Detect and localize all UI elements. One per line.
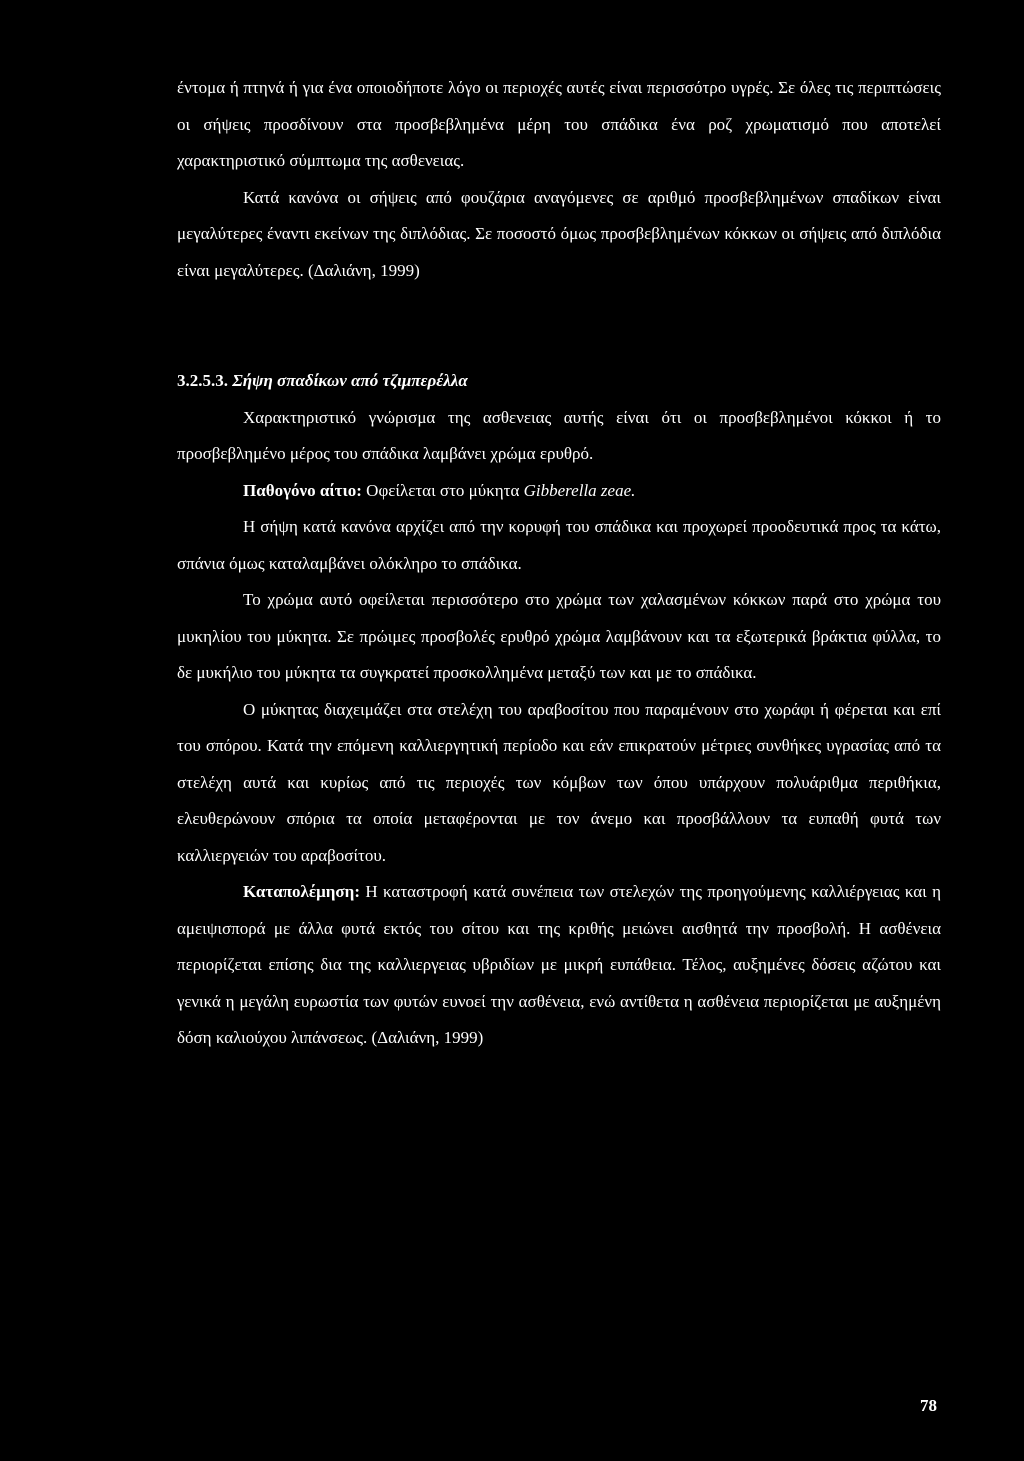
- paragraph-symptoms: Χαρακτηριστικό γνώρισμα της ασθενειας αυτής είναι ότι οι προσβεβλημένοι κόκκοι ή το προσβεβλημένο μέρος του σπάδικα λαμβάνει χρώμα ερυθρό.: [177, 407, 941, 463]
- pathogen-label: Παθογόνο αίτιο:: [243, 480, 362, 500]
- paragraph-intro: έντομα ή πτηνά ή για ένα οποιοδήποτε λόγο οι περιοχές αυτές είναι περισσότρο υγρές. Σε όλες τις περιπτώσεις οι σήψεις προσδίνουν στα προσβεβλημένα μέρη του σπάδικα ένα ροζ χρωματισμό που αποτελεί χαρακτηριστικό σύμπτωμα της ασθενειας.: [177, 78, 941, 170]
- control-label: Καταπολέμηση:: [243, 882, 360, 901]
- paragraph-control: [177, 874, 941, 1057]
- section-number: 3.2.5.3.: [177, 371, 228, 390]
- paragraph-comparison: Κατά κανόνα οι σήψεις από φουζάρια αναγόμενες σε αριθμό προσβεβλημένων σπαδίκων είναι μεγαλύτερες έναντι εκείνων της διπλόδιας. Σε ποσοστό όμως προσβεβλημένων κόκκων οι σήψεις από διπλόδια είναι μεγαλύτερες. (Δαλιάνη, 1999): [177, 187, 941, 280]
- paragraph-overwintering: Ο μύκητας διαχειμάζει στα στελέχη του αραβοσίτου που παραμένουν στο χωράφι ή φέρεται και επί του σπόρου. Κατά την επόμενη καλλιεργητική περίοδο και εάν επικρατούν μέτριες συνθήκες υγρασίας από τα στελέχη αυτά και κυρίως από τις περιοχές των κόμβων των όπου υπάρχουν πολυάριθμα περιθήκια, ελευθερώνουν σπόρια τα οποία μεταφέρονται με τον άνεμο και προσβάλλουν τα ευπαθή φυτά των καλλιεργειών του αραβοσίτου.: [177, 699, 941, 865]
- paragraph-coloration: Το χρώμα αυτό οφείλεται περισσότερο στο χρώμα των χαλασμένων κόκκων παρά στο χρώμα του μυκηλίου του μύκητα. Σε πρώιμες προσβολές ερυθρό χρώμα λαμβάνουν και τα εξωτερικά βράκτια φύλλα, το δε μυκήλιο του μύκητα τα συγκρατεί προσκολλημένα μεταξύ των και με το σπάδικα.: [177, 590, 941, 682]
- pathogen-species: Gibberella zeae.: [523, 480, 636, 500]
- page-number: 78: [920, 1396, 937, 1415]
- section-heading: [177, 363, 941, 400]
- control-text: Η καταστροφή κατά συνέπεια των στελεχών της προηγούμενης καλλιέργειας και η αμειψισπορά με άλλα φυτά εκτός του σίτου και της κριθής μειώνει αισθητά την προσβολή. Η ασθένεια περιορίζεται επίσης δια της καλλιεργειας υβριδίων με μικρή ευπάθεια. Τέλος, αυξημένες δόσεις αζώτου και γενικά η μεγάλη ευρωστία των φυτών ευνοεί την ασθένεια, ενώ αντίθετα η ασθένεια περιορίζεται με αυξημένη δόση καλιούχου λιπάνσεως. (Δαλιάνη, 1999): [177, 882, 942, 1047]
- pathogen-text: Οφείλεται στο μύκητα: [366, 480, 520, 500]
- paragraph-progression: Η σήψη κατά κανόνα αρχίζει από την κορυφή του σπάδικα και προχωρεί προοδευτικά προς τα κάτω, σπάνια όμως καταλαμβάνει ολόκληρο το σπάδικα.: [177, 517, 941, 573]
- paragraph-pathogen: [177, 473, 941, 510]
- section-title: Σήψη σπαδίκων από τζιμπερέλλα: [232, 371, 468, 390]
- document-page: [177, 70, 941, 1057]
